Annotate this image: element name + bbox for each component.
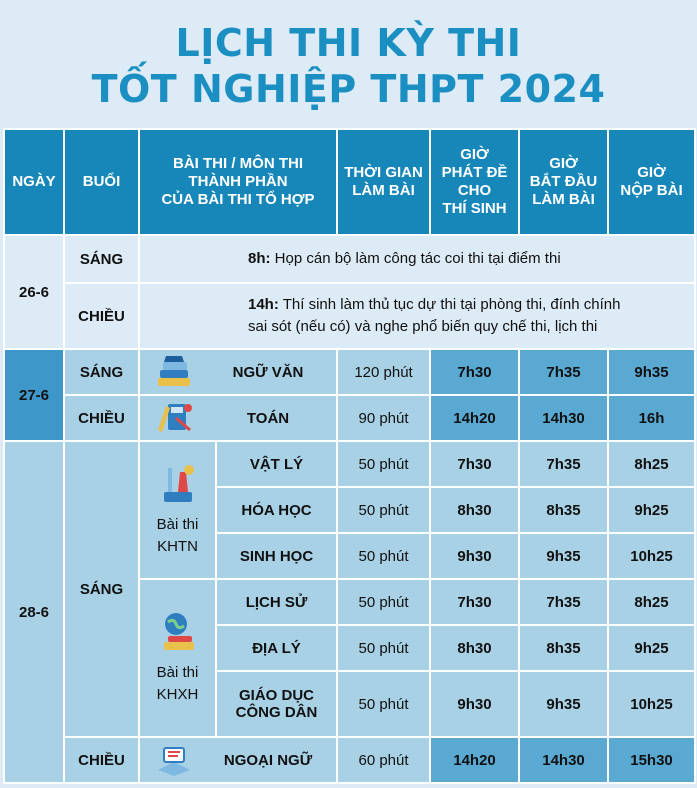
- header-submit: GIỜ NỘP BÀI: [608, 129, 695, 235]
- start-cell: 7h35: [519, 349, 608, 395]
- title-line-1: LỊCH THI KỲ THI: [175, 21, 522, 65]
- session-cell: CHIỀU: [64, 395, 139, 441]
- header-day: NGÀY: [4, 129, 64, 235]
- submit-cell: 10h25: [608, 671, 695, 737]
- session-morning: SÁNG: [64, 441, 139, 737]
- submit-cell: 8h25: [608, 441, 695, 487]
- header-session: BUỔI: [64, 129, 139, 235]
- submit-cell: 9h25: [608, 487, 695, 533]
- day-28-6: 28-6: [4, 441, 64, 783]
- exam-schedule-table: [3, 128, 696, 784]
- duration-cell: 60 phút: [337, 737, 430, 783]
- table-row: [4, 349, 695, 395]
- duration-cell: 50 phút: [337, 487, 430, 533]
- duration-cell: 50 phút: [337, 625, 430, 671]
- subject-cell: SINH HỌC: [216, 533, 337, 579]
- header-start: GIỜ BẮT ĐẦU LÀM BÀI: [519, 129, 608, 235]
- subject-cell: HÓA HỌC: [216, 487, 337, 533]
- books-icon: [154, 354, 194, 390]
- group-khxh: Bài thi KHXH: [139, 579, 216, 737]
- header-duration: THỜI GIAN LÀM BÀI: [337, 129, 430, 235]
- distribute-cell: 14h20: [430, 737, 519, 783]
- submit-cell: 9h35: [608, 349, 695, 395]
- distribute-cell: 7h30: [430, 579, 519, 625]
- globe-books-icon: [158, 610, 198, 654]
- start-cell: 9h35: [519, 533, 608, 579]
- header-distribute: GIỜ PHÁT ĐỀ CHO THÍ SINH: [430, 129, 519, 235]
- start-cell: 9h35: [519, 671, 608, 737]
- session-afternoon: CHIỀU: [64, 737, 139, 783]
- distribute-cell: 14h20: [430, 395, 519, 441]
- subject-cell: VẬT LÝ: [216, 441, 337, 487]
- science-lab-icon: [158, 462, 198, 506]
- subject-cell: LỊCH SỬ: [216, 579, 337, 625]
- duration-cell: 50 phút: [337, 441, 430, 487]
- start-cell: 14h30: [519, 737, 608, 783]
- distribute-cell: 9h30: [430, 671, 519, 737]
- subject-cell: ĐỊA LÝ: [216, 625, 337, 671]
- table-row: [4, 235, 695, 283]
- subject-cell: TOÁN: [139, 395, 337, 441]
- page-title: [0, 0, 697, 128]
- note-morning: 8h: Họp cán bộ làm công tác coi thi tại điểm thi: [139, 235, 695, 283]
- table-row: [4, 737, 695, 783]
- duration-cell: 50 phút: [337, 579, 430, 625]
- language-book-icon: [154, 742, 194, 778]
- math-tools-icon: [154, 400, 194, 436]
- start-cell: 8h35: [519, 487, 608, 533]
- day-27-6: 27-6: [4, 349, 64, 441]
- subject-cell: GIÁO DỤC CÔNG DÂN: [216, 671, 337, 737]
- subject-cell: NGOẠI NGỮ: [139, 737, 337, 783]
- duration-cell: 50 phút: [337, 671, 430, 737]
- start-cell: 7h35: [519, 441, 608, 487]
- submit-cell: 10h25: [608, 533, 695, 579]
- note-afternoon: 14h: Thí sinh làm thủ tục dự thi tại phòng thi, đính chính sai sót (nếu có) và nghe phổ biến quy chế thi, lịch thi: [139, 283, 695, 349]
- table-row: [4, 283, 695, 349]
- distribute-cell: 9h30: [430, 533, 519, 579]
- submit-cell: 16h: [608, 395, 695, 441]
- distribute-cell: 8h30: [430, 625, 519, 671]
- duration-cell: 50 phút: [337, 533, 430, 579]
- distribute-cell: 8h30: [430, 487, 519, 533]
- title-line-2: TỐT NGHIỆP THPT 2024: [91, 67, 606, 111]
- submit-cell: 15h30: [608, 737, 695, 783]
- table-row: [4, 395, 695, 441]
- submit-cell: 8h25: [608, 579, 695, 625]
- header-subject: BÀI THI / MÔN THI THÀNH PHẦN CỦA BÀI THI TỔ HỢP: [139, 129, 337, 235]
- session-cell: SÁNG: [64, 349, 139, 395]
- table-row: [4, 441, 695, 487]
- session-afternoon: CHIỀU: [64, 283, 139, 349]
- duration-cell: 90 phút: [337, 395, 430, 441]
- distribute-cell: 7h30: [430, 441, 519, 487]
- start-cell: 8h35: [519, 625, 608, 671]
- header-row: [4, 129, 695, 235]
- session-morning: SÁNG: [64, 235, 139, 283]
- distribute-cell: 7h30: [430, 349, 519, 395]
- start-cell: 14h30: [519, 395, 608, 441]
- duration-cell: 120 phút: [337, 349, 430, 395]
- start-cell: 7h35: [519, 579, 608, 625]
- day-26-6: 26-6: [4, 235, 64, 349]
- group-khtn: Bài thi KHTN: [139, 441, 216, 579]
- submit-cell: 9h25: [608, 625, 695, 671]
- subject-cell: NGỮ VĂN: [139, 349, 337, 395]
